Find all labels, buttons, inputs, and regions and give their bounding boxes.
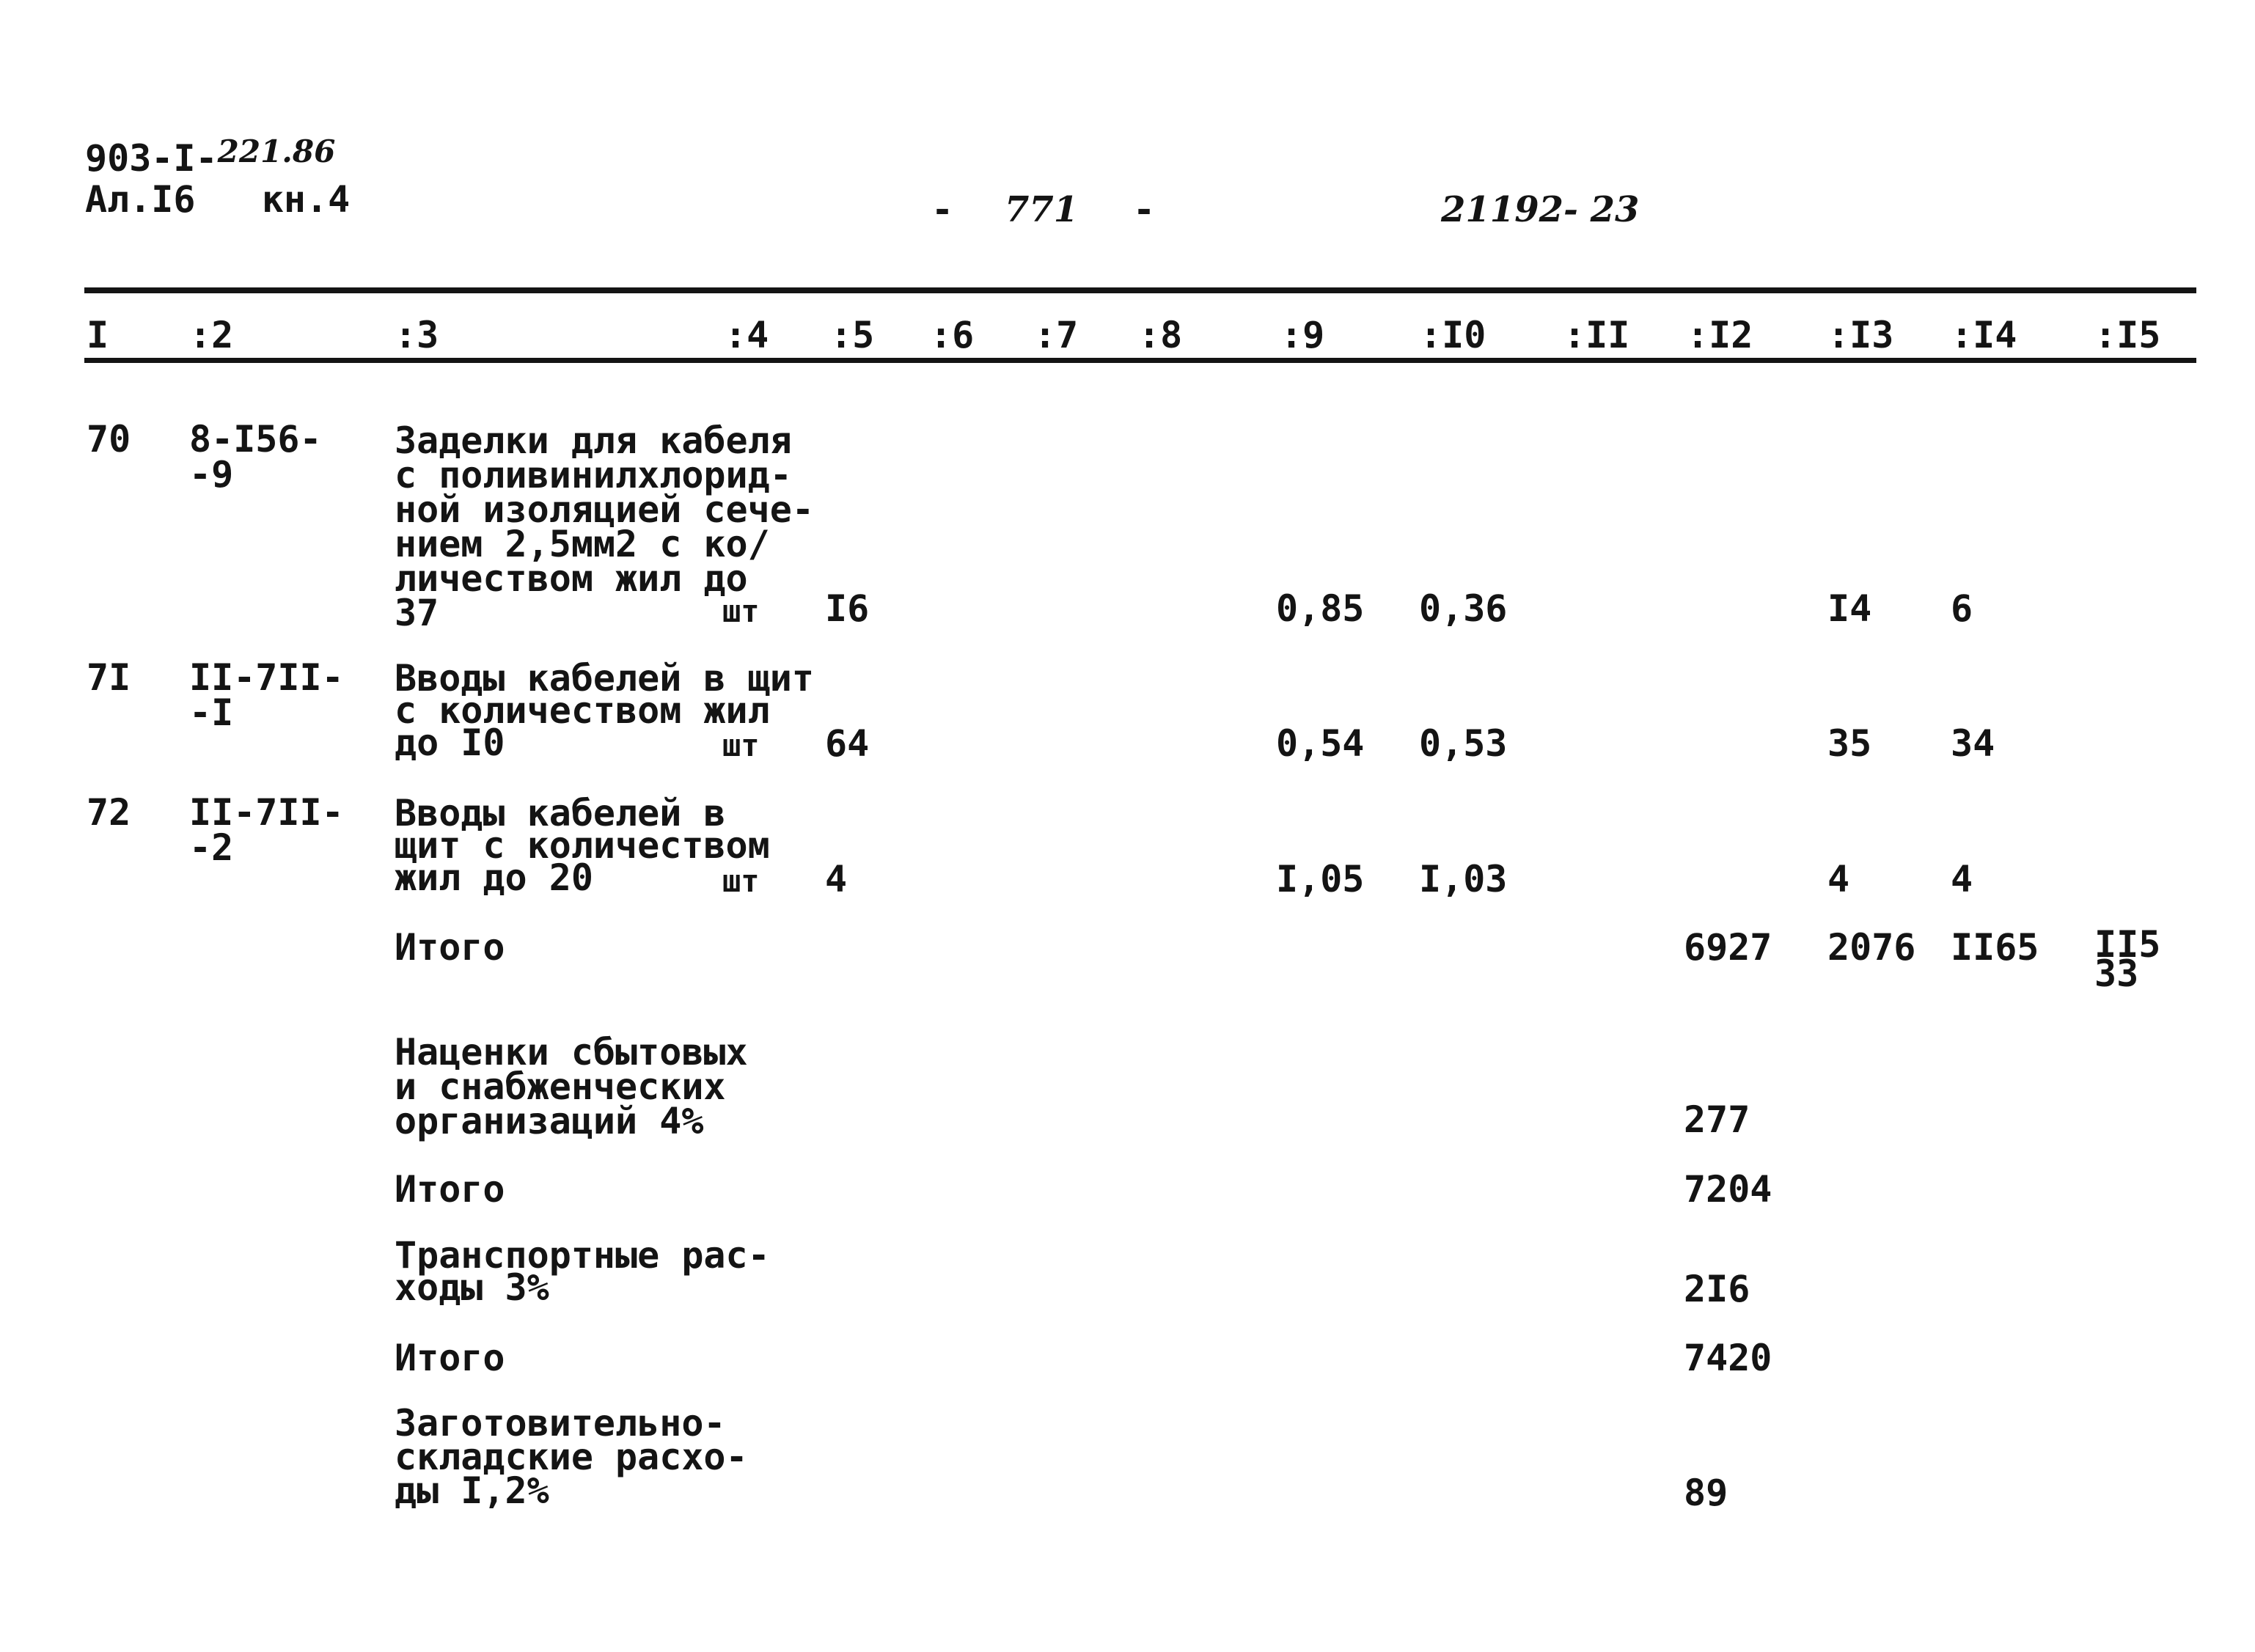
totals-col12: 2I6 bbox=[1684, 1268, 1750, 1310]
totals-label: Итого bbox=[395, 926, 505, 969]
col-header-5: :5 bbox=[830, 314, 875, 356]
row-col14: 34 bbox=[1951, 722, 1995, 765]
row-col13: 35 bbox=[1827, 722, 1872, 765]
row-col5: 64 bbox=[825, 722, 870, 765]
row-number: 70 bbox=[87, 418, 131, 460]
row-description: Вводы кабелей в щит с количеством жил до 20 bbox=[395, 792, 770, 899]
totals-label: Транспортные рас- ходы 3% bbox=[395, 1234, 770, 1309]
row-unit: шт bbox=[722, 863, 760, 899]
dash-right: - bbox=[1133, 188, 1156, 231]
totals-col12: 6927 bbox=[1684, 926, 1772, 969]
header-rule-top bbox=[84, 287, 2196, 293]
totals-col15: II5 33 bbox=[2094, 923, 2161, 995]
totals-label: Итого bbox=[395, 1337, 505, 1379]
estimate-code: 21192- 23 bbox=[1441, 189, 1640, 230]
page-number: 771 bbox=[1005, 189, 1079, 230]
col-header-2: :2 bbox=[189, 314, 234, 356]
col-header-9: :9 bbox=[1280, 314, 1325, 356]
row-col9: I,05 bbox=[1276, 858, 1365, 900]
row-col5: I6 bbox=[825, 587, 870, 630]
col-header-15: :I5 bbox=[2094, 314, 2161, 356]
row-col10: 0,53 bbox=[1419, 722, 1508, 765]
totals-col13: 2076 bbox=[1827, 926, 1916, 969]
col-header-7: :7 bbox=[1034, 314, 1079, 356]
col-header-3: :3 bbox=[395, 314, 439, 356]
col-header-1: I bbox=[87, 314, 109, 356]
document-code bbox=[85, 133, 336, 180]
row-col10: 0,36 bbox=[1419, 587, 1508, 630]
row-code: II-7II- -I bbox=[189, 656, 344, 734]
header-rule-bottom bbox=[84, 358, 2196, 363]
totals-label: Заготовительно- складские расхо- ды I,2% bbox=[395, 1402, 748, 1512]
totals-label: Итого bbox=[395, 1168, 505, 1211]
dash-left: - bbox=[931, 188, 954, 231]
col-header-14: :I4 bbox=[1951, 314, 2017, 356]
row-col5: 4 bbox=[825, 858, 848, 900]
row-col9: 0,54 bbox=[1276, 722, 1365, 765]
col-header-4: :4 bbox=[725, 314, 769, 356]
totals-col12: 7204 bbox=[1684, 1168, 1772, 1211]
row-unit: шт bbox=[722, 593, 760, 629]
totals-col12: 89 bbox=[1684, 1472, 1728, 1514]
col-header-13: :I3 bbox=[1827, 314, 1894, 356]
col-header-12: :I2 bbox=[1687, 314, 1753, 356]
row-number: 7I bbox=[87, 656, 131, 699]
row-col9: 0,85 bbox=[1276, 587, 1365, 630]
row-description: Заделки для кабеля с поливинилхлорид- ной изоляцией сече- нием 2,5мм2 с ко/ личеством жил до 37 bbox=[395, 419, 814, 634]
totals-col14: II65 bbox=[1951, 926, 2039, 969]
row-col13: I4 bbox=[1827, 587, 1872, 630]
col-header-10: :I0 bbox=[1420, 314, 1486, 356]
row-number: 72 bbox=[87, 791, 131, 834]
totals-label: Наценки сбытовых и снабженческих организаций 4% bbox=[395, 1031, 748, 1142]
row-col13: 4 bbox=[1827, 858, 1850, 900]
col-header-8: :8 bbox=[1138, 314, 1183, 356]
row-col14: 4 bbox=[1951, 858, 1973, 900]
document-code-handwritten: 221.86 bbox=[217, 133, 336, 169]
row-code: II-7II- -2 bbox=[189, 791, 344, 869]
document-code-printed: 903-I- bbox=[85, 137, 218, 180]
row-unit: шт bbox=[722, 727, 760, 763]
col-header-11: :II bbox=[1563, 314, 1630, 356]
totals-col12: 7420 bbox=[1684, 1337, 1772, 1379]
row-code: 8-I56- -9 bbox=[189, 418, 322, 496]
row-col14: 6 bbox=[1951, 587, 1973, 630]
totals-col12: 277 bbox=[1684, 1098, 1750, 1141]
col-header-6: :6 bbox=[930, 314, 975, 356]
album-sheet: Ал.I6 кн.4 bbox=[85, 178, 351, 221]
row-col10: I,03 bbox=[1419, 858, 1508, 900]
row-description: Вводы кабелей в щит с количеством жил до I0 bbox=[395, 657, 814, 764]
